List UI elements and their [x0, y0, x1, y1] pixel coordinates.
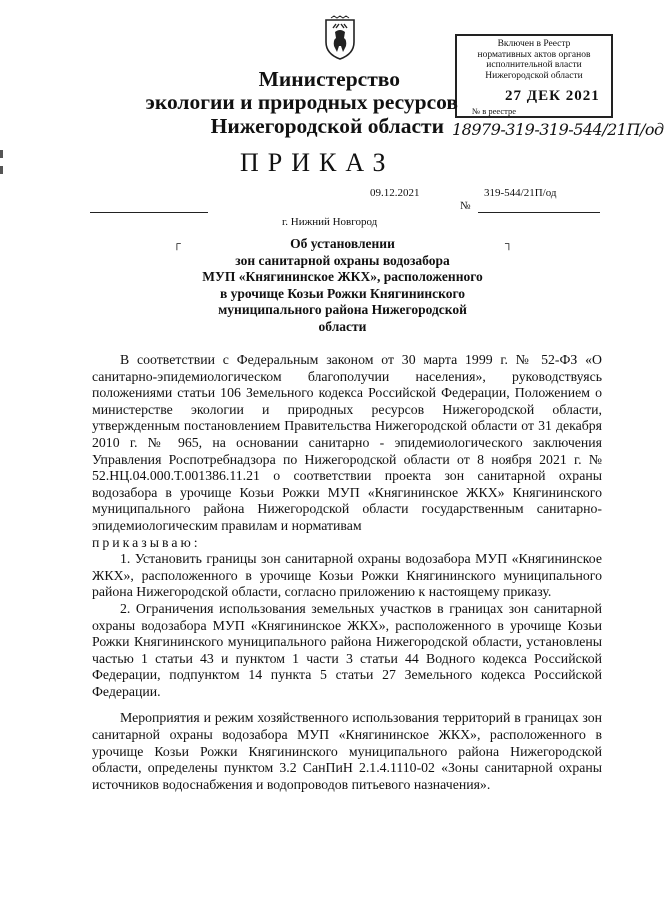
stamp-line: нормативных актов органов	[477, 49, 591, 60]
subject-line: МУП «Княгининское ЖКХ», расположенного	[202, 269, 483, 284]
stamp-line: Включен в Реестр	[497, 39, 571, 49]
subject-line: в урочище Козьи Рожки Княгининского	[219, 285, 466, 301]
ministry-name-line1: Министерство	[258, 67, 400, 91]
order-item-2: 2. Ограничения использования земельных участков в границах зон санитарной охраны водозабора МУП «Княгининское ЖКХ», расположенного в урочище Козьи Рожки Княгининского муниципального района Нижегородской области, установлены частью 1 статьи 43 и пунктом 1 части 3 статьи 44 Водного кодекса Российской Федерации, подпунктом 14 пункта 5 статьи 27 Земельного кодекса Российской Федерации.	[92, 600, 602, 699]
document-type-title: ПРИКАЗ	[240, 148, 395, 177]
corner-mark-right: ┐	[505, 238, 513, 250]
subject-line: зон санитарной охраны водозабора	[235, 252, 450, 268]
stamp-date: 27 ДЕК 2021	[505, 88, 600, 104]
stamp-line: исполнительной власти	[486, 60, 582, 70]
ministry-name-line2: экологии и природных ресурсов	[145, 90, 458, 114]
scan-margin-mark	[0, 150, 3, 158]
stamp-registry-label: № в реестре	[472, 106, 516, 116]
measures-paragraph: Мероприятия и режим хозяйственного использования территорий в границах зон санитарной охраны водозабора МУП «Княгининское ЖКХ», расположенного в урочище Козьи Рожки Княгининского муниципального района Нижегородской области, определены пунктом 3.2 СанПиН 2.1.4.1110-02 «Зоны санитарной охраны источников водоснабжения и водопроводов питьевого назначения».	[92, 710, 602, 792]
coat-of-arms-icon	[323, 16, 357, 60]
ministry-name-line3: Нижегородской области	[210, 114, 444, 138]
subject-line: Об установлении	[290, 236, 395, 251]
subject-line: муниципального района Нижегородской	[218, 302, 467, 317]
number-sign: №	[460, 200, 471, 212]
stamp-underline	[516, 116, 608, 117]
scan-margin-mark	[0, 166, 3, 174]
order-item-1: 1. Установить границы зон санитарной охраны водозабора МУП «Княгининское ЖКХ», расположенного в урочище Козьи Рожки Княгининского муниципального района Нижегородской области, согласно приложению к настоящему приказу.	[92, 551, 602, 600]
subject-line: области	[318, 318, 367, 334]
stamp-line: Нижегородской области	[485, 70, 583, 81]
number-underline	[478, 212, 600, 213]
order-subject	[170, 236, 515, 335]
preamble-paragraph: В соответствии с Федеральным законом от 30 марта 1999 г. № 52-ФЗ «О санитарно-эпидемиологическом благополучии населения», руководствуясь положениями статьи 106 Земельного кодекса Российской Федерации, Положением о министерстве экологии и природных ресурсов Нижегородской области, утвержденным постановлением Правительства Нижегородской области от 31 декабря 2010 г. № 965, на основании санитарно - эпидемиологического заключения Управления Роспотребнадзора по Нижегородской области от 8 ноября 2021 г. № 52.НЦ.04.000.Т.001386.11.21 о соответствии проекта зон санитарной охраны водозабора в урочище Козьи Рожки МУП «Княгининское ЖКХ» Княгининского муниципального района Нижегородской области государственным санитарно-эпидемиологическим правилам и нормативам	[92, 352, 602, 533]
registry-number-handwritten: 18979-319-319-544/21П/од	[452, 120, 664, 139]
order-body	[92, 352, 602, 793]
corner-mark-left: ┌	[173, 238, 181, 250]
order-date: 09.12.2021	[370, 187, 420, 199]
date-underline	[90, 212, 208, 213]
order-word: приказываю:	[92, 534, 201, 550]
city: г. Нижний Новгород	[282, 216, 378, 228]
order-number: 319-544/21П/од	[484, 187, 557, 199]
